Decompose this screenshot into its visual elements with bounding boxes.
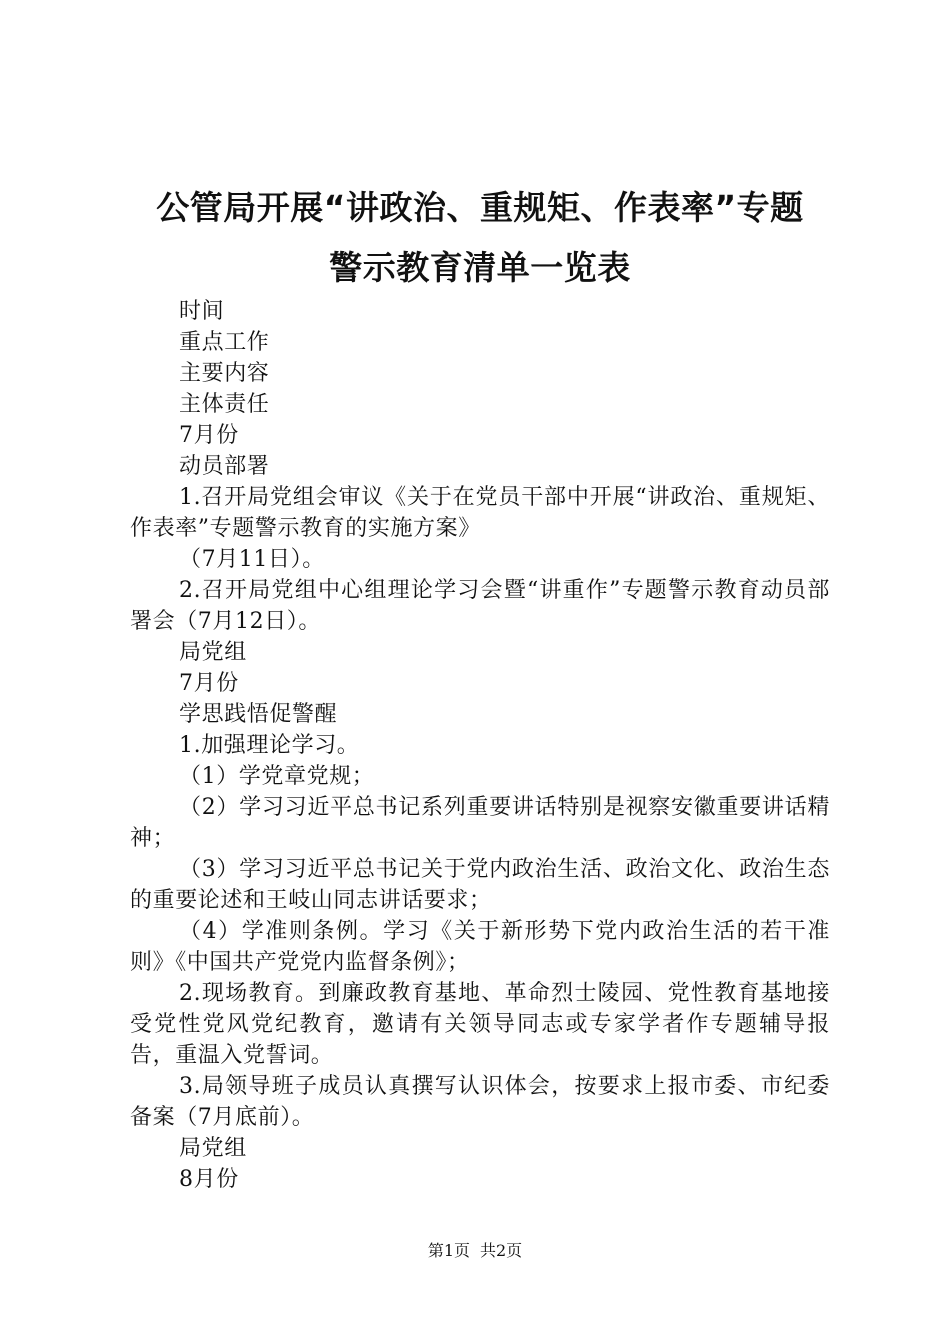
paragraph-date-note: （7月11日）。 — [179, 547, 325, 572]
paragraph-responsibility: 主体责任 — [179, 392, 270, 417]
paragraph-sub-3: （3）学习习近平总书记关于党内政治生活、政治文化、政治生态的重要论述和王岐山同志讲话要求； — [130, 857, 830, 913]
paragraph-sub-4: （4）学准则条例。学习《关于新形势下党内政治生活的若干准则》《中国共产党党内监督条例》； — [130, 919, 830, 975]
paragraph-party-group-1: 局党组 — [179, 640, 247, 665]
document-title-line-2: 警示教育清单一览表 — [329, 248, 631, 287]
paragraph-august: 8月份 — [179, 1167, 239, 1192]
document-title-line-1: 公管局开展“讲政治、重规矩、作表率”专题 — [156, 188, 804, 227]
paragraph-key-work: 重点工作 — [179, 330, 270, 355]
paragraph-party-group-2: 局党组 — [179, 1136, 247, 1161]
paragraph-july-2: 7月份 — [179, 671, 239, 696]
page-total: 共2页 — [480, 1241, 523, 1260]
paragraph-time: 时间 — [179, 299, 225, 324]
paragraph-study-item-2: 2.现场教育。到廉政教育基地、革命烈士陵园、党性教育基地接受党性党风党纪教育，邀请有关领导同志或专家学者作专题辅导报告，重温入党誓词。 — [130, 981, 830, 1068]
paragraph-sub-2: （2）学习习近平总书记系列重要讲话特别是视察安徽重要讲话精神； — [130, 795, 830, 851]
paragraph-july-1: 7月份 — [179, 423, 239, 448]
paragraph-study-reflect: 学思践悟促警醒 — [179, 702, 338, 727]
paragraph-item-1: 1.召开局党组会审议《关于在党员干部中开展“讲政治、重规矩、作表率”专题警示教育的实施方案》 — [130, 485, 830, 541]
paragraph-sub-1: （1）学党章党规； — [179, 764, 375, 789]
paragraph-item-2: 2.召开局党组中心组理论学习会暨“讲重作”专题警示教育动员部署会（7月12日）。 — [130, 578, 830, 634]
paragraph-mobilization: 动员部署 — [179, 454, 270, 479]
document-body — [130, 296, 830, 1195]
paragraph-main-content: 主要内容 — [179, 361, 270, 386]
paragraph-study-item-1: 1.加强理论学习。 — [179, 733, 360, 758]
paragraph-study-item-3: 3.局领导班子成员认真撰写认识体会，按要求上报市委、市纪委备案（7月底前）。 — [130, 1074, 830, 1130]
page-number: 第1页 — [427, 1241, 470, 1260]
page-footer — [0, 1241, 950, 1261]
